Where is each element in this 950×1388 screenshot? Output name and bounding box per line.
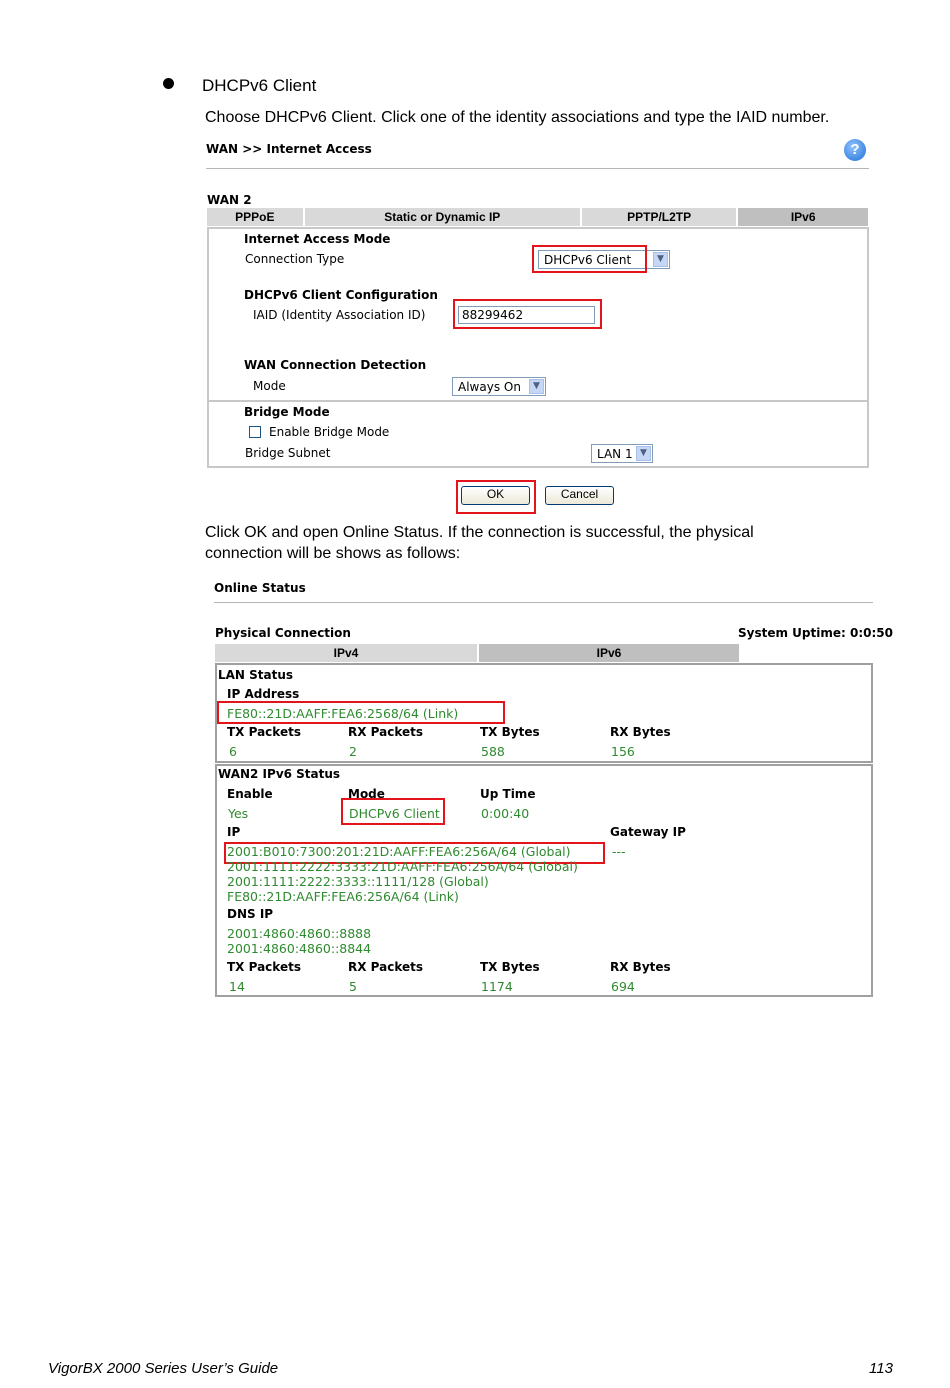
wan-tx-bytes-value: 1174 <box>481 979 513 994</box>
gateway-value: --- <box>612 844 626 859</box>
chevron-down-icon: ▼ <box>653 252 668 267</box>
gateway-label: Gateway IP <box>610 825 686 839</box>
highlight-iaid <box>453 299 602 329</box>
enable-value: Yes <box>228 806 249 821</box>
help-icon[interactable]: ? <box>844 139 866 161</box>
lan-rx-packets-label: RX Packets <box>348 725 424 739</box>
divider <box>214 602 873 603</box>
uptime-value: 0:00:40 <box>481 806 530 821</box>
wan-tx-packets-value: 14 <box>229 979 245 994</box>
status-tab-bar <box>215 644 873 662</box>
breadcrumb: WAN >> Internet Access <box>206 142 372 156</box>
wan-rx-packets-value: 5 <box>349 979 357 994</box>
bridge-subnet-label: Bridge Subnet <box>245 446 331 460</box>
lan-rx-bytes-value: 156 <box>611 744 635 759</box>
cancel-button[interactable]: Cancel <box>545 486 614 505</box>
highlight-lan-ip <box>217 701 505 724</box>
connection-type-value: DHCPv6 Client <box>544 253 632 267</box>
bullet-dot <box>163 78 174 89</box>
iaid-input[interactable]: 88299462 <box>458 306 595 324</box>
intro-text: Choose DHCPv6 Client. Click one of the identity associations and type the IAID number. <box>205 109 830 126</box>
highlight-connection-type <box>532 245 647 273</box>
wan-rx-bytes-value: 694 <box>611 979 635 994</box>
lan-rx-packets-value: 2 <box>349 744 357 759</box>
wan-heading: WAN 2 <box>207 193 252 207</box>
tab-pptp-l2tp[interactable]: PPTP/L2TP <box>582 208 739 226</box>
enable-bridge-checkbox[interactable] <box>249 426 261 438</box>
online-status-title: Online Status <box>214 581 306 595</box>
uptime-label: Up Time <box>480 787 536 801</box>
ip-label: IP <box>227 825 241 839</box>
lan-rx-bytes-label: RX Bytes <box>610 725 671 739</box>
enable-label: Enable <box>227 787 273 801</box>
mode-value: Always On <box>458 380 521 394</box>
lan-status-heading: LAN Status <box>218 668 294 682</box>
bridge-subnet-value: LAN 1 <box>597 447 633 461</box>
dns-label: DNS IP <box>227 907 274 921</box>
wan-status-heading: WAN2 IPv6 Status <box>218 767 341 781</box>
lan-tx-packets-label: TX Packets <box>227 725 301 739</box>
wan-rx-packets-label: RX Packets <box>348 960 424 974</box>
lan-tx-packets-value: 6 <box>229 744 237 759</box>
chevron-down-icon: ▼ <box>529 379 544 394</box>
system-uptime: System Uptime: 0:0:50 <box>738 626 893 640</box>
highlight-ok <box>456 480 536 514</box>
tab-ipv6[interactable]: IPv6 <box>479 644 739 662</box>
lan-tx-bytes-value: 588 <box>481 744 505 759</box>
detection-heading: WAN Connection Detection <box>244 358 427 372</box>
tab-ipv6[interactable]: IPv6 <box>738 208 868 226</box>
iaid-label: IAID (Identity Association ID) <box>253 308 426 322</box>
wan-mode-value: DHCPv6 Client <box>349 806 440 821</box>
dns-value-1: 2001:4860:4860::8888 <box>227 926 372 941</box>
tab-static-dynamic-ip[interactable]: Static or Dynamic IP <box>305 208 582 226</box>
footer-page-number: 113 <box>869 1360 893 1377</box>
wan-tx-packets-label: TX Packets <box>227 960 301 974</box>
client-config-heading: DHCPv6 Client Configuration <box>244 288 438 302</box>
ip-value-1: 2001:B010:7300:201:21D:AAFF:FEA6:256A/64 (Global) <box>227 844 571 859</box>
enable-bridge-label: Enable Bridge Mode <box>269 425 390 439</box>
footer-guide-title: VigorBX 2000 Series User’s Guide <box>48 1360 279 1377</box>
connection-type-label: Connection Type <box>245 252 345 266</box>
mode-select[interactable] <box>452 377 546 396</box>
lan-tx-bytes-label: TX Bytes <box>480 725 540 739</box>
lan-ip-value: FE80::21D:AAFF:FEA6:2568/64 (Link) <box>227 706 459 721</box>
bridge-heading: Bridge Mode <box>244 405 330 419</box>
wan-tab-bar <box>207 208 868 226</box>
ip-value-3: 2001:1111:2222:3333::1111/128 (Global) <box>227 874 489 889</box>
wan-tx-bytes-label: TX Bytes <box>480 960 540 974</box>
tab-pppoe[interactable]: PPPoE <box>207 208 305 226</box>
wan-rx-bytes-label: RX Bytes <box>610 960 671 974</box>
divider <box>206 168 869 169</box>
chevron-down-icon: ▼ <box>636 446 651 461</box>
wan-mode-label: Mode <box>348 787 385 801</box>
mode-label: Mode <box>253 379 286 393</box>
dns-value-2: 2001:4860:4860::8844 <box>227 941 372 956</box>
tab-ipv4[interactable]: IPv4 <box>215 644 479 662</box>
physical-connection-label: Physical Connection <box>215 626 351 640</box>
ip-value-4: FE80::21D:AAFF:FEA6:256A/64 (Link) <box>227 889 459 904</box>
click-ok-text-2: connection will be shows as follows: <box>205 545 461 562</box>
internet-access-mode-heading: Internet Access Mode <box>244 232 391 246</box>
ip-address-label: IP Address <box>227 687 300 701</box>
highlight-wan-mode <box>341 798 445 825</box>
click-ok-text-1: Click OK and open Online Status. If the connection is successful, the physical <box>205 524 754 541</box>
ip-value-2: 2001:1111:2222:3333:21D:AAFF:FEA6:256A/64 (Global) <box>227 859 578 874</box>
ok-button[interactable]: OK <box>461 486 530 505</box>
bridge-subnet-select[interactable] <box>591 444 653 463</box>
section-title: DHCPv6 Client <box>202 76 317 95</box>
